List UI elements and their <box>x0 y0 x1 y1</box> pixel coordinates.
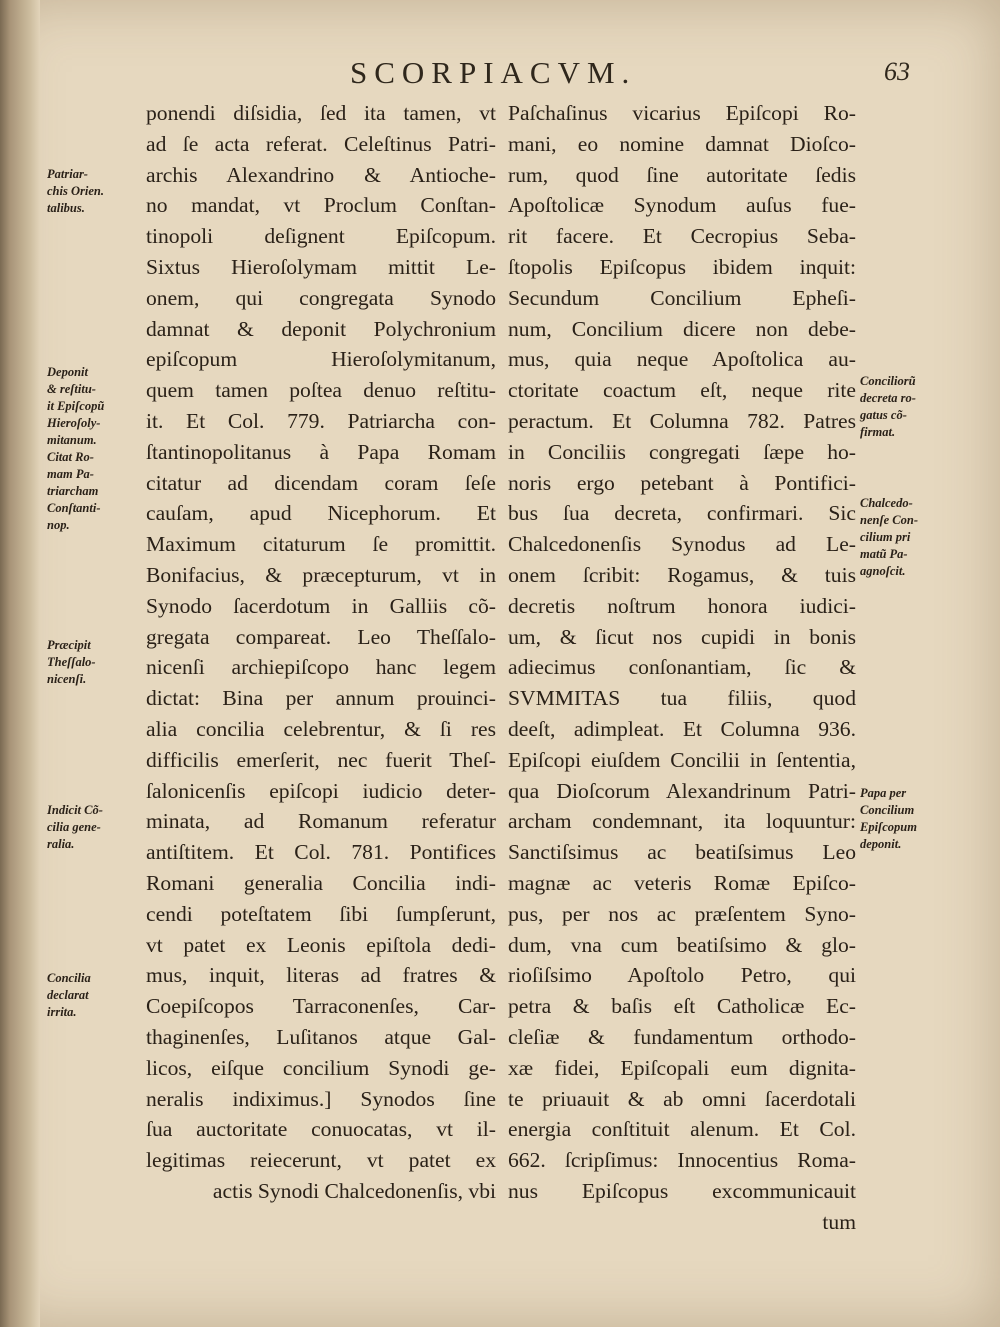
text-line: neralis indiximus.] Synodos ſine <box>146 1086 496 1111</box>
margin-note-right <box>860 373 970 441</box>
text-line: onem, qui congregata Synodo <box>146 285 496 310</box>
running-title: SCORPIACVM. <box>350 55 637 90</box>
text-line: quem tamen poſtea denuo reſtitu- <box>146 378 496 403</box>
text-line: onem ſcribit: Rogamus, & tuis <box>508 562 856 587</box>
text-line: licos, eiſque concilium Synodi ge- <box>146 1055 496 1080</box>
text-line: ctoritate coactum eſt, neque rite <box>508 378 856 403</box>
text-line: mus, quia neque Apoſtolica au- <box>508 347 856 372</box>
text-line: Secundum Concilium Epheſi- <box>508 285 856 310</box>
text-line: xæ fidei, Epiſcopali eum dignita- <box>508 1055 856 1080</box>
margin-note-line: deponit. <box>860 837 902 851</box>
text-line: epiſcopum Hieroſolymitanum, <box>146 347 496 372</box>
margin-note-line: Papa per <box>860 786 907 800</box>
text-line: adiecimus conſonantiam, ſic & <box>508 655 856 680</box>
text-line: actis Synodi Chalcedonenſis, vbi <box>212 1178 496 1203</box>
margin-note-left <box>47 802 143 853</box>
text-line: no mandat, vt Proclum Conſtan- <box>146 193 496 218</box>
text-line: archam condemnant, ita loquuntur: <box>508 809 856 834</box>
text-line: energia conſtituit alenum. Et Col. <box>508 1117 856 1142</box>
text-line: Bonifacius, & præcepturum, vt in <box>146 562 496 587</box>
text-line: ad ſe acta referat. Celeſtinus Patri- <box>146 131 496 156</box>
text-line: peractum. Et Columna 782. Patres <box>508 408 856 433</box>
text-line: tum <box>822 1209 856 1234</box>
text-line: ſua auctoritate conuocatas, vt il- <box>146 1117 496 1142</box>
text-line: Epiſcopi eiuſdem Concilii in ſententia, <box>508 747 856 772</box>
text-line: Sanctiſsimus ac beatiſsimus Leo <box>508 840 856 865</box>
margin-note-line: & reſtitu- <box>47 382 96 396</box>
margin-note-line: firmat. <box>860 425 896 439</box>
text-line: ſtopolis Epiſcopus ibidem inquit: <box>508 254 856 279</box>
margin-note-line: triarcham <box>47 484 99 498</box>
text-line: nicenſi archiepiſcopo hanc legem <box>146 655 496 680</box>
text-line: magnæ ac veteris Romæ Epiſco- <box>508 870 856 895</box>
text-line: Apoſtolicæ Synodum auſus fue- <box>508 193 856 218</box>
margin-note-right <box>860 495 970 580</box>
text-line: tinopoli deſignent Epiſcopum. <box>146 224 496 249</box>
text-line: gregata compareat. Leo Theſſalo- <box>146 624 496 649</box>
text-line: 662. ſcripſimus: Innocentius Roma- <box>508 1148 856 1173</box>
margin-note-left <box>47 364 143 534</box>
text-line: Maximum citaturum ſe promittit. <box>146 532 496 557</box>
text-line: um, & ſicut nos cupidi in bonis <box>508 624 856 649</box>
text-line: mani, eo nomine damnat Dioſco- <box>508 131 856 156</box>
text-line: alia concilia celebrentur, & ſi res <box>146 716 496 741</box>
text-line: decretis noſtrum honora iudici- <box>508 593 856 618</box>
margin-note-line: Concilium <box>860 803 915 817</box>
margin-note-line: Indicit Cõ- <box>47 803 103 817</box>
margin-note-line: talibus. <box>47 201 85 215</box>
margin-note-line: gatus cõ- <box>860 408 907 422</box>
text-line: ponendi diſsidia, ſed ita tamen, vt <box>146 101 496 125</box>
text-line: archis Alexandrino & Antioche- <box>146 162 496 187</box>
text-line: damnat & deponit Polychronium <box>146 316 496 341</box>
margin-note-left <box>47 166 143 217</box>
text-line: pus, per nos ac præſentem Syno- <box>508 901 856 926</box>
text-line: citatur ad dicendam coram ſeſe <box>146 470 496 495</box>
margin-note-line: Deponit <box>47 365 88 379</box>
text-line: num, Concilium dicere non debe- <box>508 316 856 341</box>
text-line: mus, inquit, literas ad fratres & <box>146 963 496 988</box>
text-line: Sixtus Hieroſolymam mittit Le- <box>146 254 496 279</box>
text-line: legitimas reiecerunt, vt patet ex <box>146 1148 496 1173</box>
margin-note-line: Præcipit <box>47 638 91 652</box>
text-line: te priuauit & ab omni ſacerdotali <box>508 1086 856 1111</box>
text-line: in Conciliis congregati ſæpe ho- <box>508 439 856 464</box>
margin-note-line: ralia. <box>47 837 75 851</box>
margin-note-line: Citat Ro- <box>47 450 94 464</box>
text-column-left <box>146 98 496 1207</box>
text-line: ſtantinopolitanus à Papa Romam <box>146 439 496 464</box>
margin-note-line: matũ Pa- <box>860 547 908 561</box>
margin-note-line: Conſtanti- <box>47 501 101 515</box>
text-column-right <box>508 98 856 1237</box>
running-header <box>350 55 910 89</box>
text-line: cleſiæ & fundamentum orthodo- <box>508 1024 856 1049</box>
margin-note-line: Hieroſoly- <box>47 416 101 430</box>
margin-note-line: cilium pri <box>860 530 911 544</box>
margin-note-line: chis Orien. <box>47 184 104 198</box>
text-line: Coepiſcopos Tarraconenſes, Car- <box>146 994 496 1019</box>
text-line: vt patet ex Leonis epiſtola dedi- <box>146 932 496 957</box>
margin-note-line: irrita. <box>47 1005 77 1019</box>
text-line: cauſam, apud Nicephorum. Et <box>146 501 496 526</box>
margin-note-line: nop. <box>47 518 70 532</box>
text-line: bus ſua decreta, confirmari. Sic <box>508 501 856 526</box>
margin-note-line: nenſe Con- <box>860 513 918 527</box>
text-line: thaginenſes, Luſitanos atque Gal- <box>146 1024 496 1049</box>
text-line: difficilis emerſerit, nec fuerit Theſ- <box>146 747 496 772</box>
text-line: cendi poteſtatem ſibi ſumpſerunt, <box>146 901 496 926</box>
margin-note-line: cilia gene- <box>47 820 101 834</box>
margin-note-line: Chalcedo- <box>860 496 913 510</box>
margin-note-line: decreta ro- <box>860 391 916 405</box>
margin-note-line: Conciliorũ <box>860 374 916 388</box>
text-line: Chalcedonenſis Synodus ad Le- <box>508 532 856 557</box>
text-line: petra & baſis eſt Catholicæ Ec- <box>508 994 856 1019</box>
margin-note-line: nicenſi. <box>47 672 87 686</box>
text-line: minata, ad Romanum referatur <box>146 809 496 834</box>
margin-note-line: mam Pa- <box>47 467 94 481</box>
text-line: qua Dioſcorum Alexandrinum Patri- <box>508 778 856 803</box>
text-line: antiſtitem. Et Col. 781. Pontifices <box>146 840 496 865</box>
text-line: Romani generalia Concilia indi- <box>146 870 496 895</box>
text-line: dum, vna cum beatiſsimo & glo- <box>508 932 856 957</box>
text-line: Synodo ſacerdotum in Galliis cõ- <box>146 593 496 618</box>
margin-note-line: agnoſcit. <box>860 564 906 578</box>
margin-note-right <box>860 785 970 853</box>
margin-note-left <box>47 637 143 688</box>
margin-note-line: declarat <box>47 988 89 1002</box>
text-line: ſalonicenſis epiſcopi iudicio deter- <box>146 778 496 803</box>
text-line: SVMMITAS tua filiis, quod <box>508 686 856 711</box>
text-line: dictat: Bina per annum prouinci- <box>146 686 496 711</box>
text-line: rit facere. Et Cecropius Seba- <box>508 224 856 249</box>
text-line: Paſchaſinus vicarius Epiſcopi Ro- <box>508 101 856 125</box>
text-line: rum, quod ſine autoritate ſedis <box>508 162 856 187</box>
margin-note-line: Theſſalo- <box>47 655 96 669</box>
margin-note-left <box>47 970 143 1021</box>
margin-note-line: mitanum. <box>47 433 97 447</box>
text-line: nus Epiſcopus excommunicauit <box>508 1178 856 1203</box>
text-line: noris ergo petebant à Pontifici- <box>508 470 856 495</box>
margin-note-line: it Epiſcopũ <box>47 399 105 413</box>
page-number: 63 <box>884 57 910 86</box>
page-binding-edge <box>0 0 40 1327</box>
text-line: deeſt, adimpleat. Et Columna 936. <box>508 716 856 741</box>
text-line: rioſiſsimo Apoſtolo Petro, qui <box>508 963 856 988</box>
margin-note-line: Patriar- <box>47 167 88 181</box>
text-line: it. Et Col. 779. Patriarcha con- <box>146 408 496 433</box>
margin-note-line: Concilia <box>47 971 91 985</box>
margin-note-line: Epiſcopum <box>860 820 917 834</box>
